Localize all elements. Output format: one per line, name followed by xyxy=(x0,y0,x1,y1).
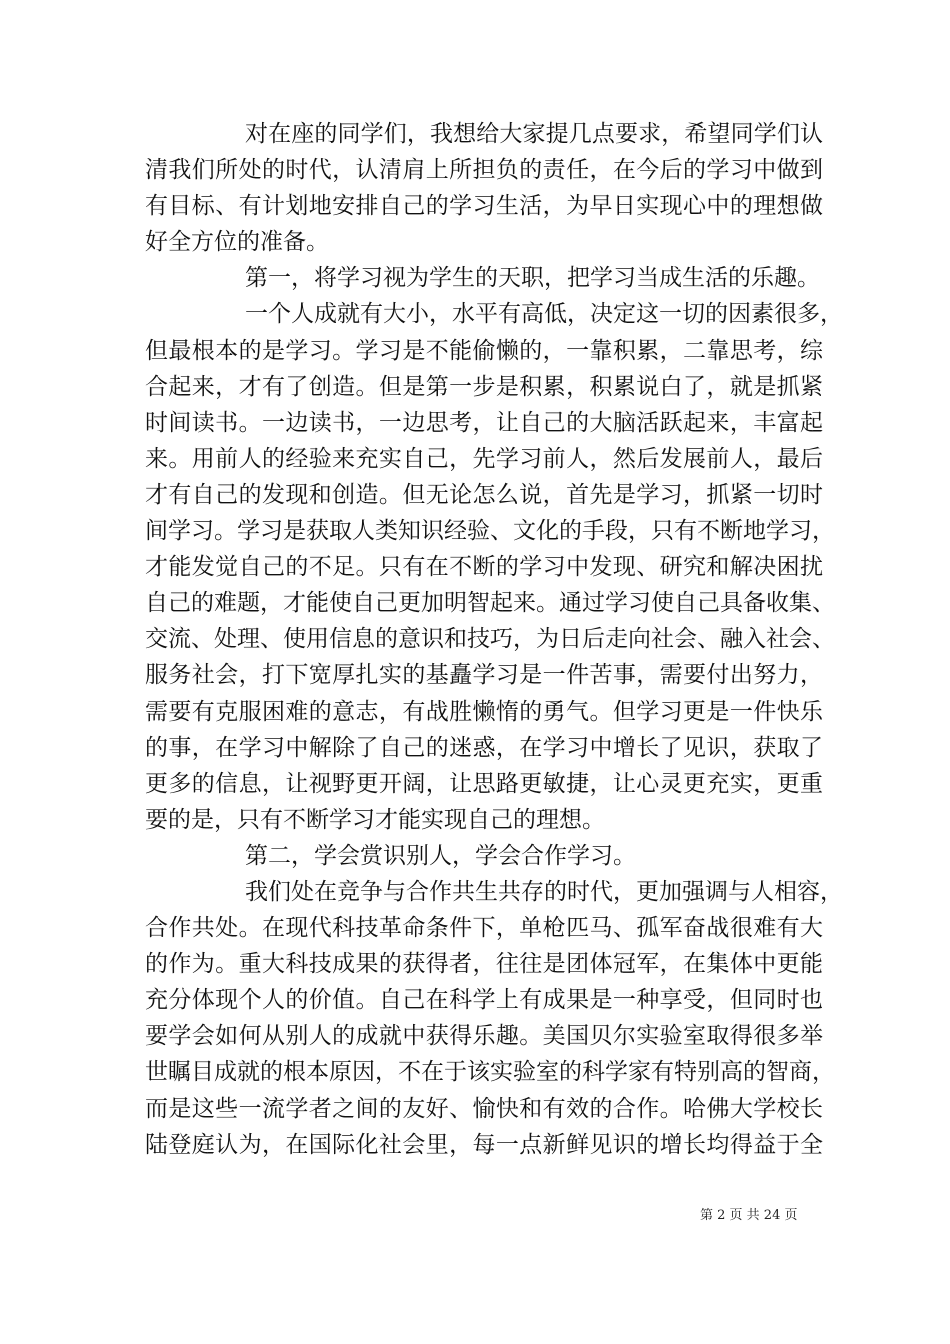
text-line: 才有自己的发现和创造。但无论怎么说，首先是学习，抓紧一切时 xyxy=(145,481,823,508)
text-line: 好全方位的准备。 xyxy=(145,229,329,256)
text-line: 有目标、有计划地安排自己的学习生活，为早日实现心中的理想做 xyxy=(145,193,823,220)
text-line: 需要有克服困难的意志，有战胜懒惰的勇气。但学习更是一件快乐 xyxy=(145,698,823,725)
text-line: 服务社会，打下宽厚扎实的基矗学习是一件苦事，需要付出努力， xyxy=(145,662,823,689)
page-footer: 第 2 页 共 24 页 xyxy=(700,1208,798,1223)
text-line: 世瞩目成就的根本原因，不在于该实验室的科学家有特别高的智商， xyxy=(145,1059,835,1086)
text-line: 要学会如何从别人的成就中获得乐趣。美国贝尔实验室取得很多举 xyxy=(145,1023,823,1050)
text-line: 来。用前人的经验来充实自己，先学习前人，然后发展前人，最后 xyxy=(145,445,823,472)
text-line: 但最根本的是学习。学习是不能偷懒的，一靠积累，二靠思考，综 xyxy=(145,337,823,364)
text-line: 的事，在学习中解除了自己的迷惑，在学习中增长了见识，获取了 xyxy=(145,734,823,761)
text-line: 自己的难题，才能使自己更加明智起来。通过学习使自己具备收集、 xyxy=(145,590,835,617)
text-line: 一个人成就有大小，水平有高低，决定这一切的因素很多， xyxy=(245,301,843,328)
text-line: 更多的信息，让视野更开阔，让思路更敏捷，让心灵更充实，更重 xyxy=(145,770,823,797)
text-line: 的作为。重大科技成果的获得者，往往是团体冠军，在集体中更能 xyxy=(145,951,823,978)
text-line: 合起来，才有了创造。但是第一步是积累，积累说白了，就是抓紧 xyxy=(145,373,823,400)
text-line: 间学习。学习是获取人类知识经验、文化的手段，只有不断地学习， xyxy=(145,518,835,545)
text-line: 交流、处理、使用信息的意识和技巧，为日后走向社会、融入社会、 xyxy=(145,626,835,653)
text-line: 第二，学会赏识别人，学会合作学习。 xyxy=(245,842,636,869)
text-line: 而是这些一流学者之间的友好、愉快和有效的合作。哈佛大学校长 xyxy=(145,1095,823,1122)
text-line: 陆登庭认为，在国际化社会里，每一点新鲜见识的增长均得益于全 xyxy=(145,1131,823,1158)
text-line: 清我们所处的时代，认清肩上所担负的责任，在今后的学习中做到 xyxy=(145,157,823,184)
text-line: 合作共处。在现代科技革命条件下，单枪匹马、孤军奋战很难有大 xyxy=(145,915,823,942)
text-line: 才能发觉自己的不足。只有在不断的学习中发现、研究和解决困扰 xyxy=(145,554,823,581)
text-line: 充分体现个人的价值。自己在科学上有成果是一种享受，但同时也 xyxy=(145,987,823,1014)
text-line: 对在座的同学们，我想给大家提几点要求，希望同学们认 xyxy=(245,121,823,147)
text-line: 我们处在竞争与合作共生共存的时代，更加强调与人相容， xyxy=(245,878,843,905)
document-body xyxy=(145,116,843,1163)
text-line: 时间读书。一边读书，一边思考，让自己的大脑活跃起来，丰富起 xyxy=(145,409,823,436)
text-line: 第一，将学习视为学生的天职，把学习当成生活的乐趣。 xyxy=(245,265,820,292)
text-line: 要的是，只有不断学习才能实现自己的理想。 xyxy=(145,806,605,833)
